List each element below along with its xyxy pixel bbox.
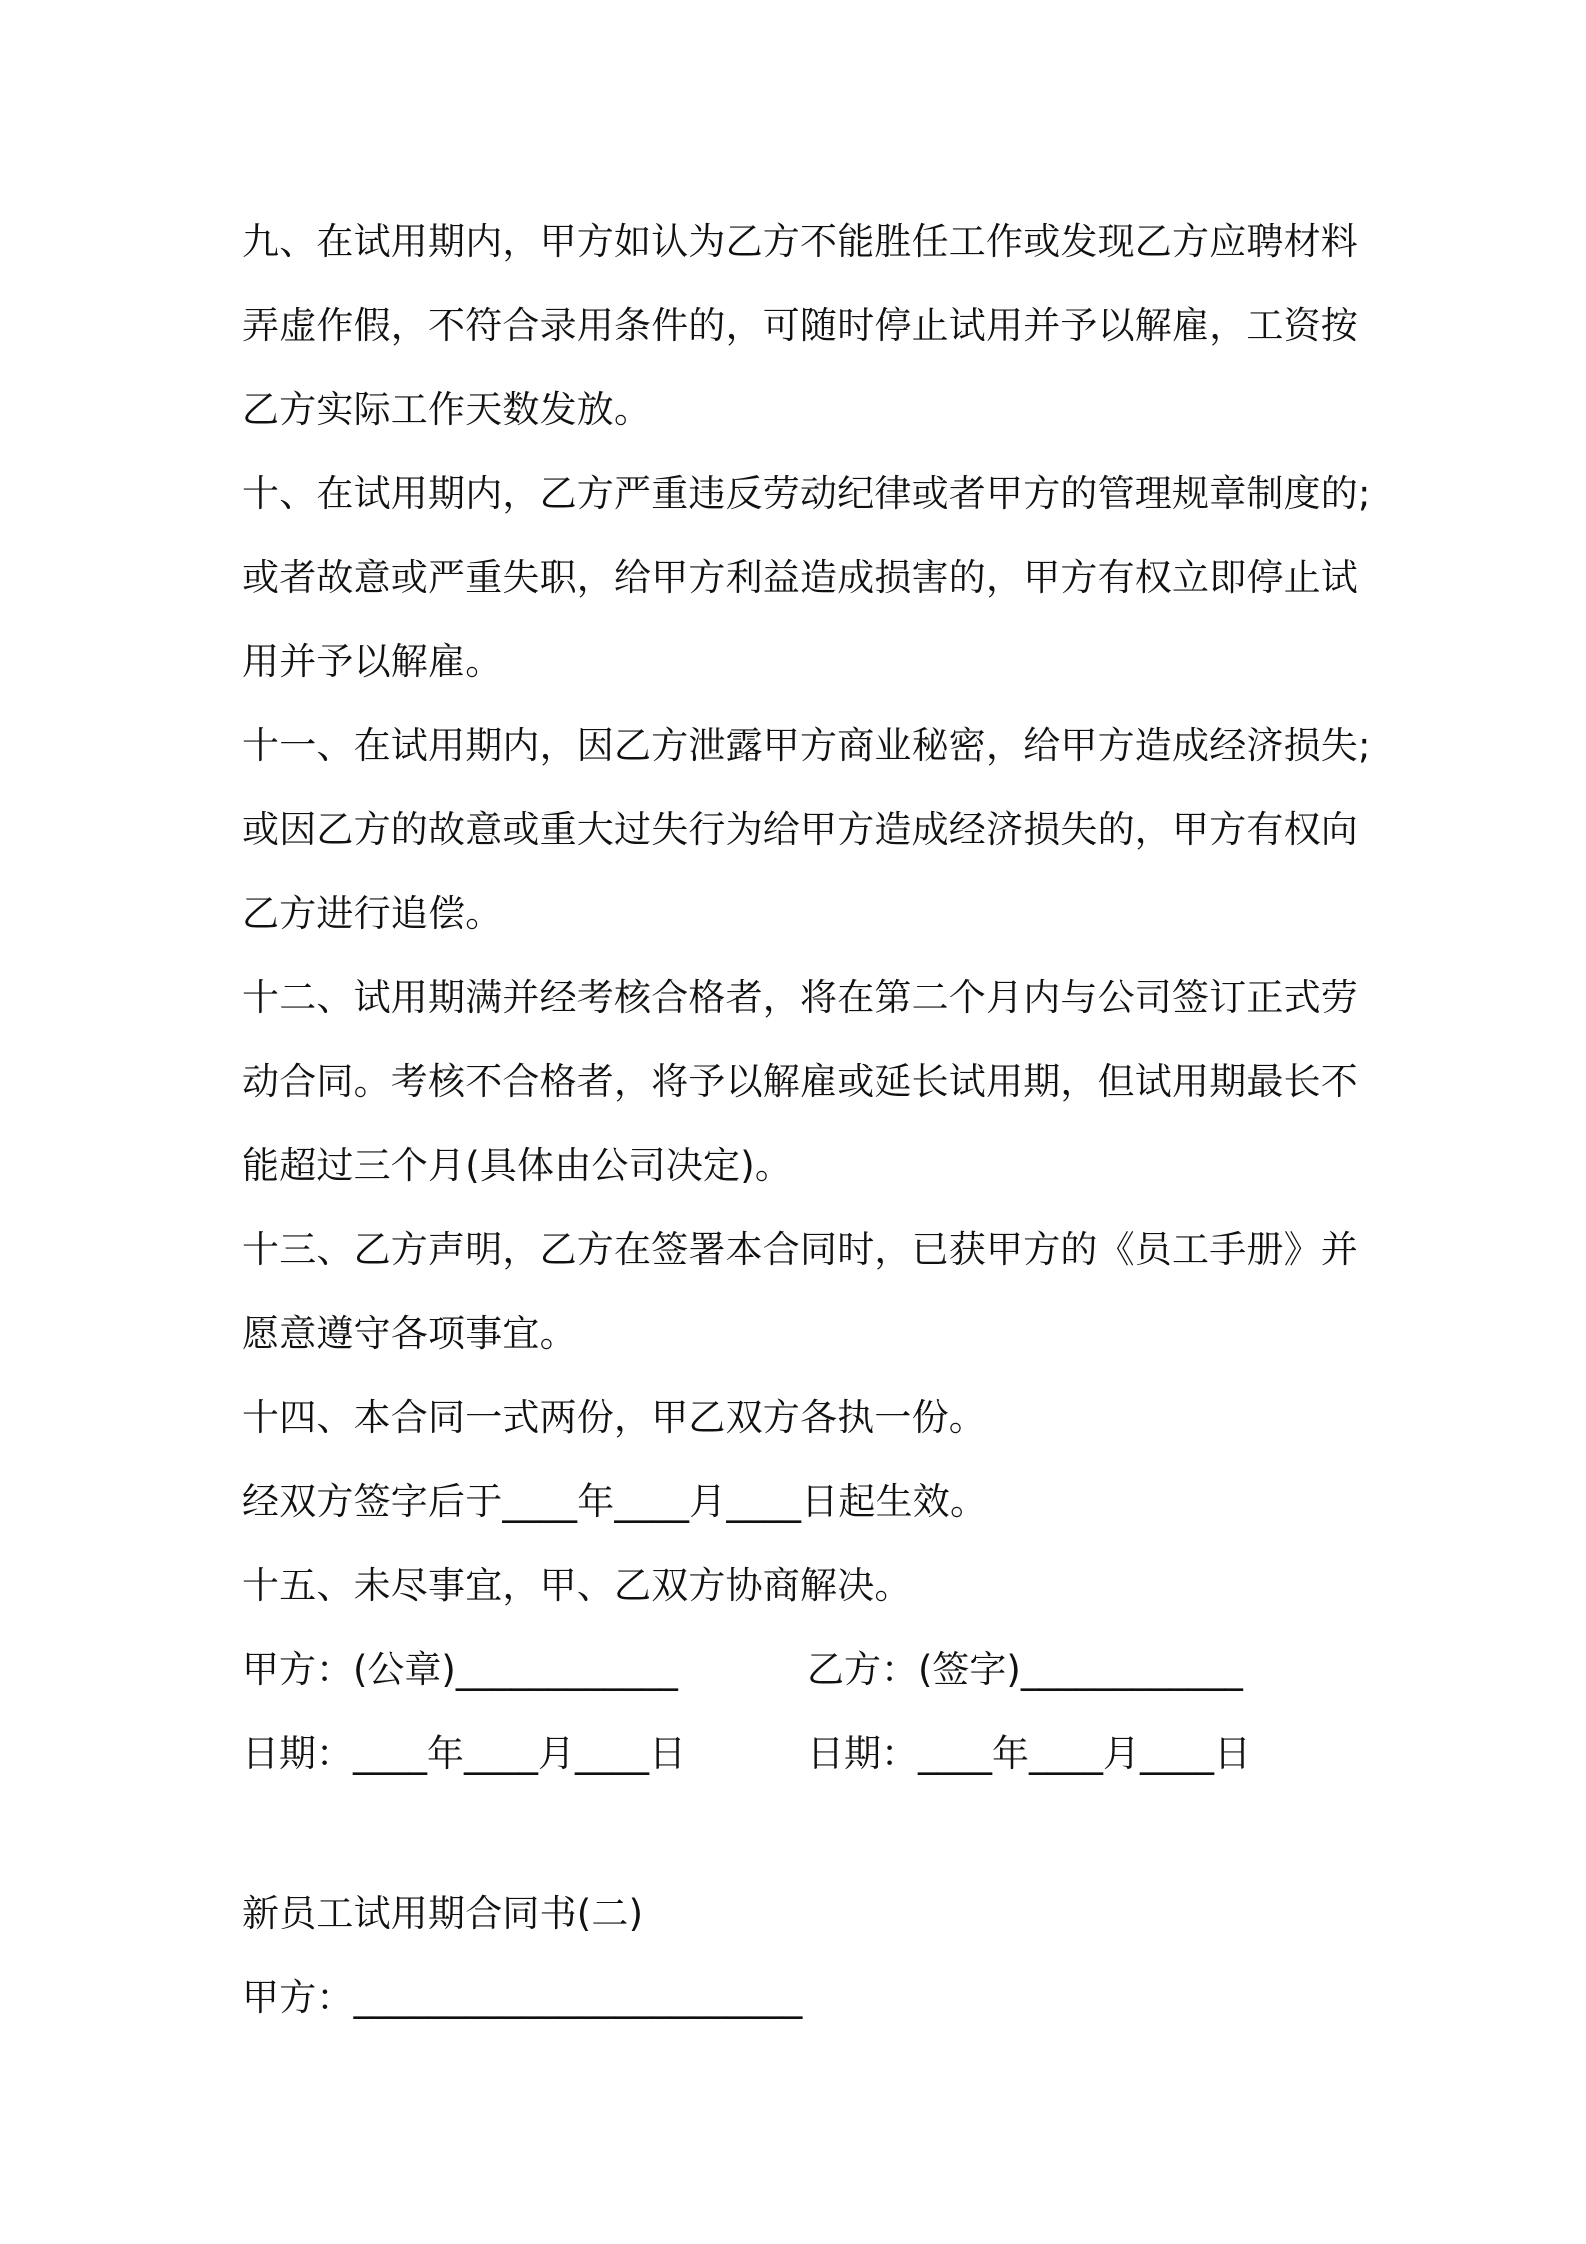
effective-date-line: 经双方签字后于____年____月____日起生效。 [242, 1480, 988, 1523]
clause-thirteen [242, 1208, 1362, 1376]
clause-eleven [242, 704, 1371, 956]
clause-line: 九、在试用期内，甲方如认为乙方不能胜任工作或发现乙方应聘材料 [242, 220, 1358, 263]
document-body [242, 200, 1371, 2040]
clause-line: 十三、乙方声明，乙方在签署本合同时，已获甲方的《员工手册》并 [242, 1228, 1358, 1271]
clause-line: 十二、试用期满并经考核合格者，将在第二个月内与公司签订正式劳 [242, 976, 1358, 1019]
clause-fourteen [242, 1376, 1362, 1544]
clause-line: 乙方进行追偿。 [242, 892, 503, 935]
clause-line: 能超过三个月(具体由公司决定)。 [242, 1144, 793, 1187]
clause-line: 乙方实际工作天数发放。 [242, 388, 652, 431]
party-a-date: 日期：____年____月____日 [242, 1732, 686, 1775]
party-b-signature: 乙方：(签字)____________ [807, 1648, 1243, 1691]
signature-row [242, 1628, 1362, 1712]
party-a-signature: 甲方：(公章)____________ [242, 1648, 678, 1691]
clause-line: 愿意遵守各项事宜。 [242, 1312, 577, 1355]
clause-ten [242, 452, 1371, 704]
next-section-party-a: 甲方：________________________ [242, 1976, 803, 2019]
clause-nine [242, 200, 1362, 452]
clause-line: 或者故意或严重失职，给甲方利益造成损害的，甲方有权立即停止试 [242, 556, 1358, 599]
clause-line: 动合同。考核不合格者，将予以解雇或延长试用期，但试用期最长不 [242, 1060, 1358, 1103]
clause-fifteen [242, 1544, 1362, 1628]
clause-line: 十、在试用期内，乙方严重违反劳动纪律或者甲方的管理规章制度的; [242, 472, 1371, 515]
clause-line: 十四、本合同一式两份，甲乙双方各执一份。 [242, 1396, 986, 1439]
clause-line: 十五、未尽事宜，甲、乙双方协商解决。 [242, 1564, 912, 1607]
clause-line: 用并予以解雇。 [242, 640, 503, 683]
clause-twelve [242, 956, 1362, 1208]
next-section-title: 新员工试用期合同书(二) [242, 1892, 644, 1935]
date-row [242, 1712, 1362, 1796]
clause-line: 或因乙方的故意或重大过失行为给甲方造成经济损失的，甲方有权向 [242, 808, 1358, 851]
clause-line: 弄虚作假，不符合录用条件的，可随时停止试用并予以解雇，工资按 [242, 304, 1358, 347]
clause-line: 十一、在试用期内，因乙方泄露甲方商业秘密，给甲方造成经济损失; [242, 724, 1371, 767]
section-gap [242, 1796, 1362, 1872]
party-b-date: 日期：____年____月____日 [807, 1732, 1251, 1775]
